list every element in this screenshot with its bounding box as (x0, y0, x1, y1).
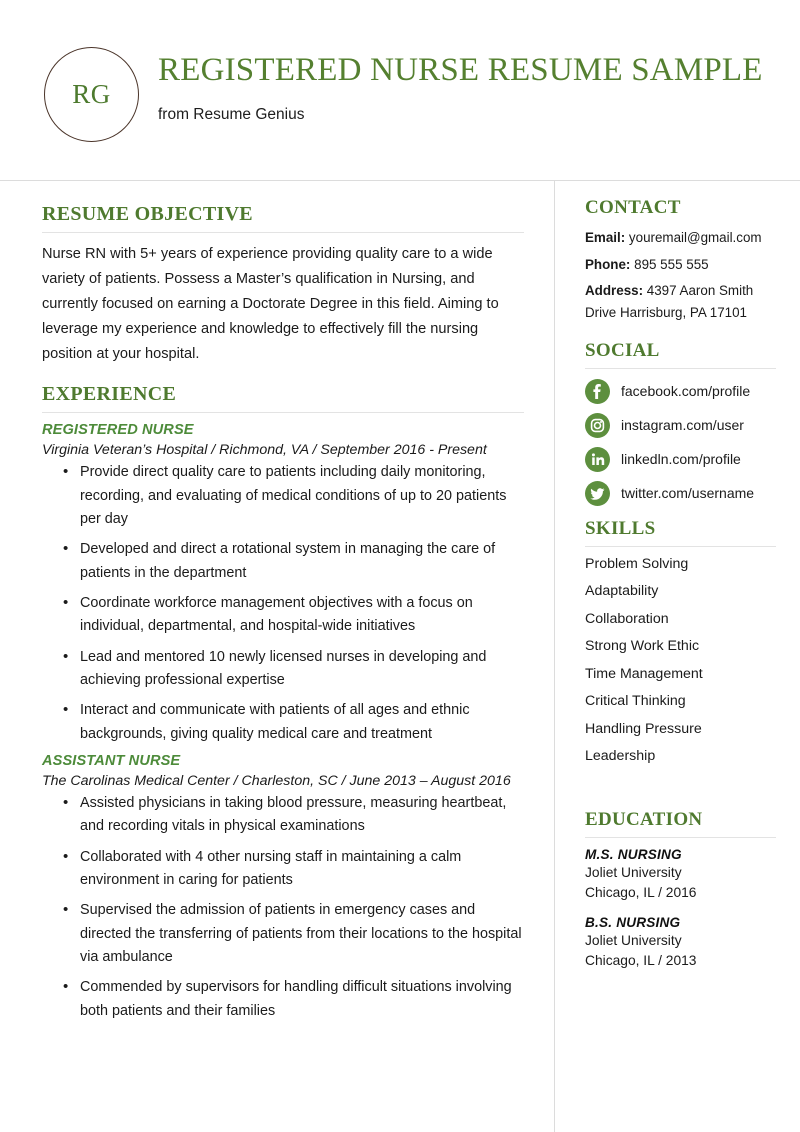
section-divider (585, 546, 776, 547)
objective-text: Nurse RN with 5+ years of experience providing quality care to a wide variety of patients. Possess a Master’s qualification in Nursing, and currently focused on earning a Doctorate Degree in this field. Aiming to leverage my experience and knowledge to effectively fill the nursing position at your hospital. (42, 246, 499, 363)
section-heading-education: EDUCATION (585, 808, 703, 830)
job-bullet: • Lead and mentored 10 newly licensed nurses in developing and achieving professional expertise (42, 646, 524, 693)
page-title: REGISTERED NURSE RESUME SAMPLE (158, 52, 763, 88)
social-item-linkedin[interactable] (585, 447, 776, 472)
job-title: REGISTERED NURSE (42, 422, 194, 439)
job-bullet: • Assisted physicians in taking blood pressure, measuring heartbeat, and recording vitals in physical examinations (42, 792, 524, 839)
education-entry (585, 847, 776, 900)
job-bullet-list (42, 792, 524, 1023)
job-bullet: • Collaborated with 4 other nursing staff in maintaining a calm environment in caring for patients (42, 846, 524, 893)
job-title: ASSISTANT NURSE (42, 753, 181, 770)
section-heading-experience: EXPERIENCE (42, 383, 177, 406)
skill-item: Critical Thinking (585, 693, 686, 710)
job-meta: The Carolinas Medical Center / Charleston, SC / June 2013 – August 2016 (42, 773, 511, 790)
section-heading-social: SOCIAL (585, 339, 660, 361)
skill-item: Time Management (585, 665, 703, 682)
job-bullet: • Provide direct quality care to patients including daily monitoring, recording, and evaluating of medical conditions of up to 20 patients per day (42, 461, 524, 531)
section-heading-objective: RESUME OBJECTIVE (42, 203, 253, 225)
skills-list (585, 556, 776, 809)
contact-email-label: Email: (585, 230, 626, 245)
job-meta: Virginia Veteran’s Hospital / Richmond, VA / September 2016 - Present (42, 442, 487, 459)
header-text-group (158, 52, 763, 124)
sidebar-column (554, 181, 800, 1132)
contact-phone-label: Phone: (585, 256, 631, 272)
linkedin-icon (585, 447, 610, 472)
education-entry (585, 915, 776, 968)
contact-phone-value[interactable]: 895 555 555 (634, 256, 709, 272)
skill-item: Collaboration (585, 610, 669, 627)
skill-item: Leadership (585, 748, 656, 765)
education-school: Joliet University (585, 932, 682, 948)
social-item-instagram[interactable] (585, 413, 776, 438)
education-school: Joliet University (585, 864, 682, 880)
skill-item: Adaptability (585, 583, 659, 600)
section-education (585, 809, 776, 968)
section-resume-objective (42, 203, 524, 367)
section-heading-contact: CONTACT (585, 197, 681, 218)
contact-email (585, 227, 776, 249)
education-location-year: Chicago, IL / 2013 (585, 952, 697, 968)
contact-address-label: Address: (585, 283, 644, 299)
contact-address-value: 4397 Aaron Smith Drive Harrisburg, PA 17101 (585, 283, 754, 321)
experience-entry (42, 422, 524, 746)
contact-address (585, 280, 776, 323)
job-bullet: • Commended by supervisors for handling difficult situations involving both patients and their families (42, 976, 524, 1023)
social-label: linkedln.com/profile (621, 451, 741, 468)
social-label: instagram.com/user (621, 417, 744, 434)
section-divider (42, 232, 524, 233)
section-divider (585, 837, 776, 838)
skill-item: Handling Pressure (585, 720, 702, 737)
education-degree: M.S. NURSING (585, 846, 682, 862)
logo-initials: RG (72, 79, 111, 109)
contact-phone (585, 254, 776, 276)
job-bullet: • Developed and direct a rotational system in managing the care of patients in the department (42, 538, 524, 585)
resume-body (0, 181, 800, 1132)
page-header (0, 0, 800, 181)
section-heading-skills: SKILLS (585, 517, 656, 539)
skill-item: Problem Solving (585, 555, 689, 572)
logo-circle (44, 47, 139, 142)
education-degree: B.S. NURSING (585, 914, 681, 930)
section-social (585, 340, 776, 506)
skill-item: Strong Work Ethic (585, 638, 700, 655)
section-contact (585, 197, 776, 324)
education-location-year: Chicago, IL / 2016 (585, 884, 697, 900)
job-bullet-list (42, 461, 524, 746)
twitter-icon (585, 481, 610, 506)
experience-entry (42, 753, 524, 1023)
section-divider (585, 368, 776, 369)
social-item-facebook[interactable] (585, 379, 776, 404)
section-divider (42, 412, 524, 413)
job-bullet: • Interact and communicate with patients of all ages and ethnic backgrounds, giving quality medical care and treatment (42, 699, 524, 746)
social-label: twitter.com/username (621, 485, 755, 502)
contact-email-value[interactable]: youremail@gmail.com (628, 230, 762, 245)
main-column (0, 181, 554, 1132)
page-subtitle: from Resume Genius (158, 106, 305, 124)
section-experience (42, 383, 524, 1023)
section-skills (585, 518, 776, 809)
social-list (585, 379, 776, 506)
facebook-icon (585, 379, 610, 404)
job-bullet: • Supervised the admission of patients in emergency cases and directed the transferring of patients from their locations to the hospital via ambulance (42, 899, 524, 969)
instagram-icon (585, 413, 610, 438)
job-bullet: • Coordinate workforce management objectives with a focus on individual, departmental, and hospital-wide initiatives (42, 592, 524, 639)
social-item-twitter[interactable] (585, 481, 776, 506)
social-label: facebook.com/profile (621, 383, 751, 400)
